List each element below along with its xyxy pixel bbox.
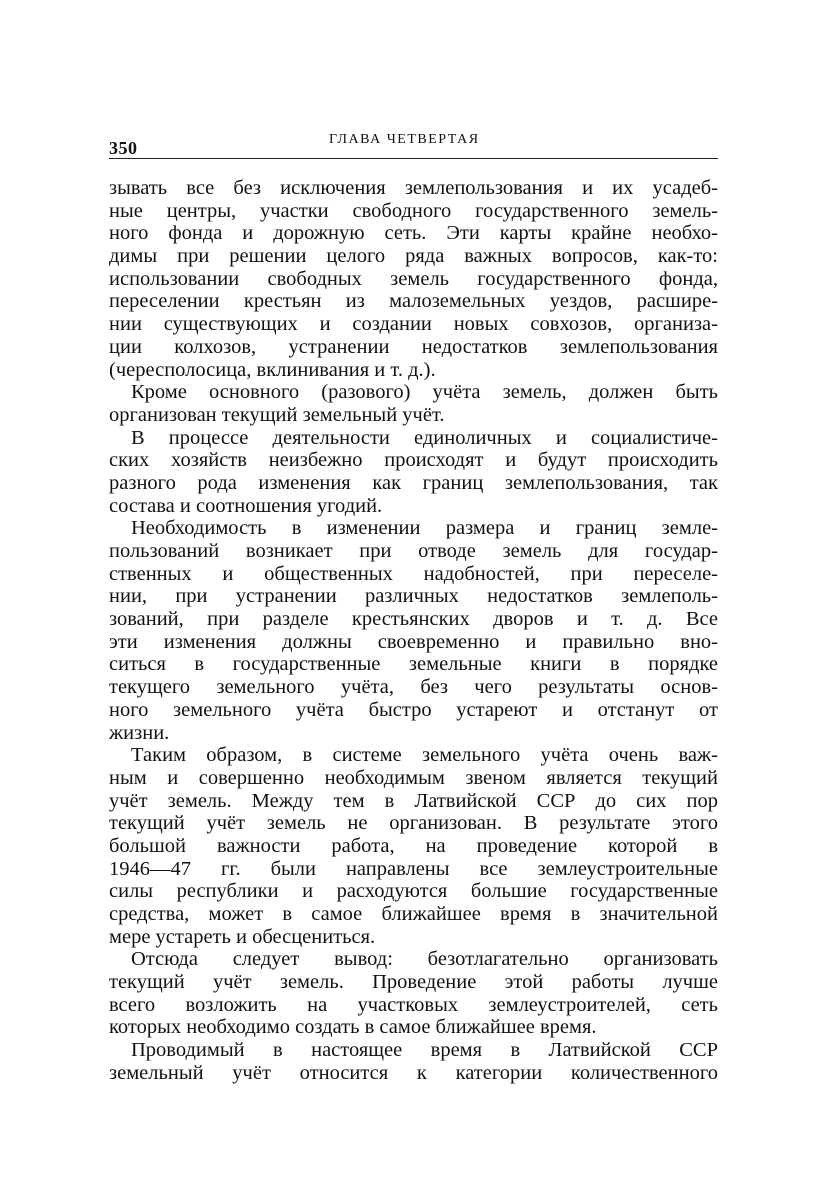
text-line: пользований возникает при отводе земель для государ- xyxy=(109,540,718,562)
paragraph xyxy=(109,177,718,381)
text-line: всего возложить на участковых землеустроителей, сеть xyxy=(109,993,718,1016)
text-line: земельный учёт относится к категории количественного xyxy=(109,1061,718,1084)
paragraph xyxy=(109,744,718,948)
text-line: текущего земельного учёта, без чего результаты основ- xyxy=(109,676,718,699)
text-line: ные центры, участки свободного государственного земель- xyxy=(109,199,718,222)
text-line: средства, может в самое ближайшее время в значительной xyxy=(109,903,718,925)
text-line: (чересполосица, вклинивания и т. д.). xyxy=(109,358,436,381)
text-line: переселении крестьян из малоземельных уездов, расшире- xyxy=(109,290,718,313)
text-line: зований, при разделе крестьянских дворов и т. д. Все xyxy=(109,608,718,631)
paragraph xyxy=(109,948,718,1039)
text-line: жизни. xyxy=(109,721,170,744)
running-header xyxy=(109,128,718,159)
text-line: ситься в государственные земельные книги в порядке xyxy=(109,653,718,676)
text-line: ного земельного учёта быстро устареют и отстанут от xyxy=(109,698,718,721)
text-line: Таким образом, в системе земельного учёта очень важ- xyxy=(131,744,718,767)
text-line: использовании свободных земель государственного фонда, xyxy=(109,267,718,290)
text-line: нии существующих и создании новых совхозов, организа- xyxy=(109,313,718,336)
text-line: мере устареть и обесцениться. xyxy=(109,925,376,948)
text-line: текущий учёт земель не организован. В результате этого xyxy=(109,812,718,835)
paragraph xyxy=(109,427,718,518)
text-line: В процессе деятельности единоличных и социалистиче- xyxy=(131,426,718,449)
text-line: большой важности работа, на проведение которой в xyxy=(109,834,718,857)
text-line: ских хозяйств неизбежно происходят и будут происходить xyxy=(109,449,718,472)
text-line: Проводимый в настоящее время в Латвийской ССР xyxy=(131,1039,718,1062)
text-line: димы при решении целого ряда важных вопросов, как-то: xyxy=(109,245,718,268)
text-line: зывать все без исключения землепользования и их усадеб- xyxy=(109,177,718,199)
page-number: 350 xyxy=(109,138,138,158)
paragraph xyxy=(109,517,718,744)
text-line: 1946—47 гг. были направлены все землеустроительные xyxy=(109,857,718,880)
text-line: состава и соотношения угодий. xyxy=(109,494,383,517)
text-line: ным и совершенно необходимым звеном является текущий xyxy=(109,766,718,789)
text-line: учёт земель. Между тем в Латвийской ССР до сих пор xyxy=(109,789,718,812)
text-line: ции колхозов, устранении недостатков землепользования xyxy=(109,335,718,358)
text-line: силы республики и расходуются большие государственные xyxy=(109,880,718,903)
paragraph xyxy=(109,381,718,426)
body-text xyxy=(109,177,718,1085)
text-line: ного фонда и дорожную сеть. Эти карты крайне необхо- xyxy=(109,222,718,245)
text-line: ственных и общественных надобностей, при переселе- xyxy=(109,562,718,585)
text-line: разного рода изменения как границ землепользования, так xyxy=(109,471,718,494)
text-line: которых необходимо создать в самое ближайшее время. xyxy=(109,1016,597,1039)
text-line: Кроме основного (разового) учёта земель, должен быть xyxy=(131,381,718,404)
chapter-title: ГЛАВА ЧЕТВЕРТАЯ xyxy=(329,132,480,147)
paragraph xyxy=(109,1039,718,1084)
text-line: текущий учёт земель. Проведение этой работы лучше xyxy=(109,971,718,994)
text-line: Отсюда следует вывод: безотлагательно организовать xyxy=(131,948,718,971)
text-line: организован текущий земельный учёт. xyxy=(109,403,445,426)
text-line: эти изменения должны своевременно и правильно вно- xyxy=(109,630,718,653)
text-line: нии, при устранении различных недостатков землеполь- xyxy=(109,585,718,608)
text-line: Необходимость в изменении размера и границ земле- xyxy=(131,517,718,540)
